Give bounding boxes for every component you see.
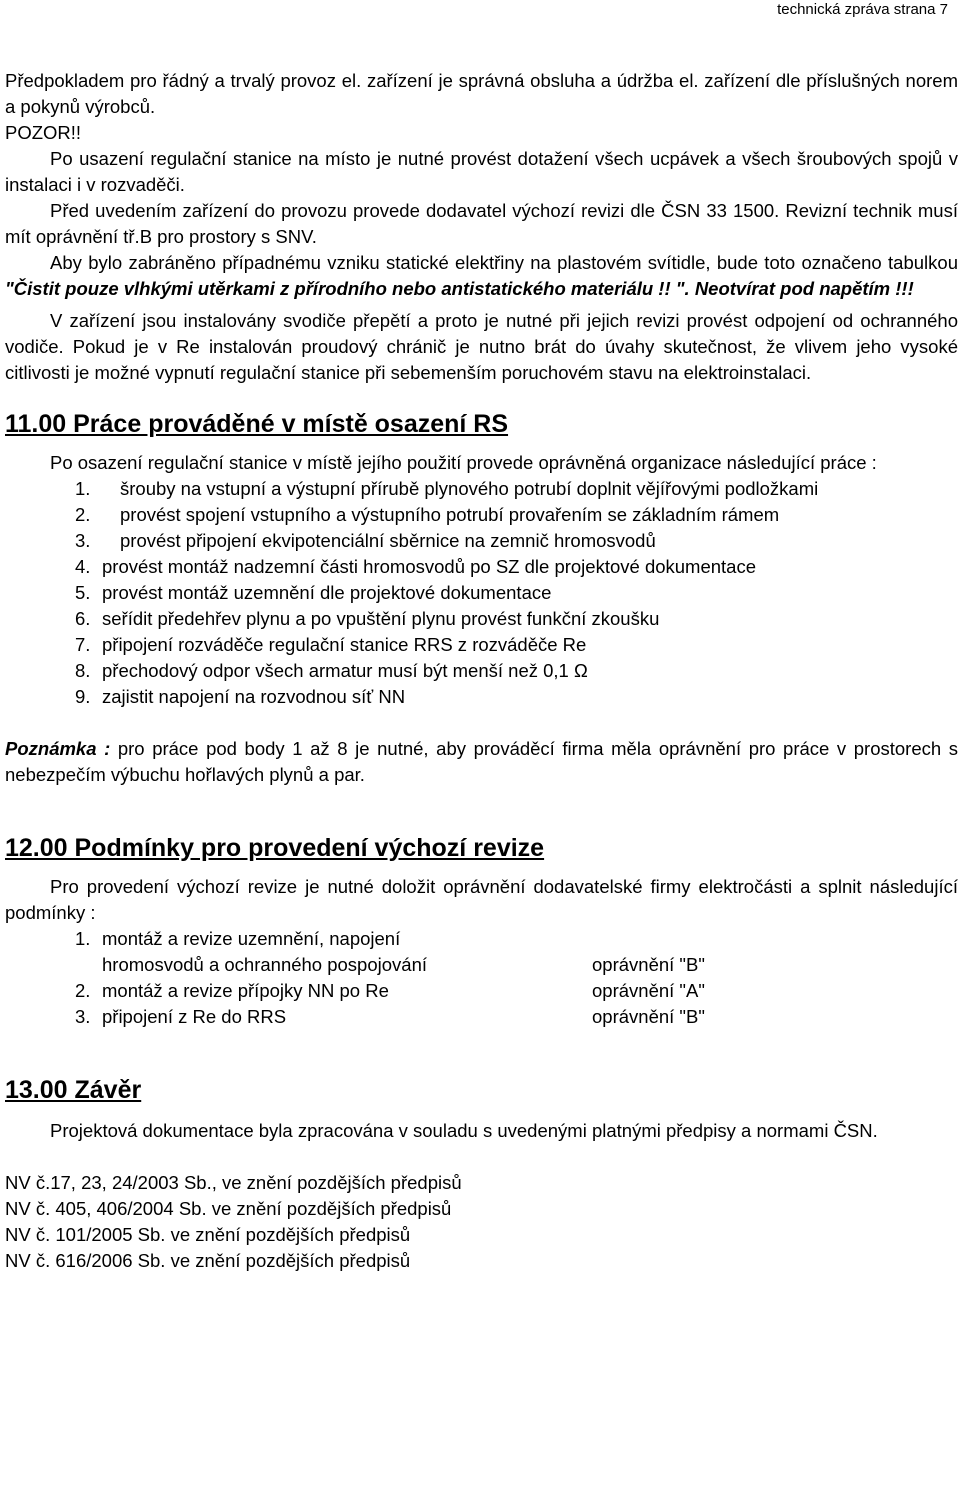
list-item [5, 632, 958, 658]
intro-paragraph: Předpokladem pro řádný a trvalý provoz el. zařízení je správná obsluha a údržba el. zařízení dle příslušných norem a pokynů výrobců. [5, 70, 958, 117]
section-12-heading: 12.00 Podmínky pro provedení výchozí revize [5, 834, 545, 862]
item-text: provést montáž nadzemní části hromosvodů po SZ dle projektové dokumentace [102, 556, 757, 577]
regulation-item: NV č. 616/2006 Sb. ve znění pozdějších předpisů [5, 1250, 411, 1271]
item-number: 7. [75, 634, 91, 655]
list-item [5, 554, 762, 580]
item-number: 6. [75, 608, 91, 629]
note-text: pro práce pod body 1 až 8 je nutné, aby prováděcí firma měla oprávnění pro práce v prostorech s nebezpečím výbuchu hořlavých plynů a par. [5, 738, 958, 785]
list-item [5, 658, 958, 684]
item-number: 2. [75, 980, 91, 1001]
document-body [5, 68, 958, 1274]
section-12-lead: Pro provedení výchozí revize je nutné doložit oprávnění dodavatelské firmy elektročásti a splnit následující podmínky : [5, 876, 958, 923]
surge-paragraph: V zařízení jsou instalovány svodiče přepětí a proto je nutné při jejich revizi provést odpojení od ochranného vodiče. Pokud je v Re instalován proudový chránič je nutno brát do úvahy skutečnost, že vlivem jeho vysoké citlivosti je možné vypnutí regulační stanice při sebemenším poruchovém stavu na elektroinstalaci. [5, 310, 958, 383]
item-text: provést spojení vstupního a výstupního potrubí provařením se základním rámem [120, 504, 780, 525]
item-number: 3. [75, 1006, 91, 1027]
page-header: technická zpráva strana 7 [777, 1, 948, 18]
item-number: 5. [75, 582, 91, 603]
requirement-row [5, 952, 958, 978]
list-item [5, 502, 958, 528]
section-11-list [5, 476, 958, 710]
list-item [5, 580, 958, 606]
regulation-item: NV č.17, 23, 24/2003 Sb., ve znění pozdějších předpisů [5, 1172, 462, 1193]
regulation-item: NV č. 405, 406/2004 Sb. ve znění pozdějších předpisů [5, 1198, 452, 1219]
item-text: šrouby na vstupní a výstupní přírubě plynového potrubí doplnit vějířovými podložkami [120, 478, 819, 499]
cleaning-warning: "Čistit pouze vlhkými utěrkami z přírodního nebo antistatického materiálu !! ". Neotvírat pod napětím !!! [5, 278, 914, 299]
item-number: 1. [75, 928, 91, 949]
item-text: připojení rozváděče regulační stanice RRS z rozváděče Re [102, 634, 587, 655]
regulations-list [5, 1170, 958, 1274]
static-text: Aby bylo zabráněno případnému vzniku statické elektřiny na plastovém svítidle, bude toto označeno tabulkou [50, 252, 958, 273]
item-text: zajistit napojení na rozvodnou síť NN [102, 686, 406, 707]
requirement-text: montáž a revize přípojky NN po Re [102, 980, 389, 1001]
revision-paragraph: Před uvedením zařízení do provozu provede dodavatel výchozí revizi dle ČSN 33 1500. Revizní technik musí mít oprávnění tř.B pro prostory s SNV. [5, 200, 958, 247]
item-number: 2. [75, 504, 91, 525]
item-text: přechodový odpor všech armatur musí být menší než 0,1 Ω [102, 660, 588, 681]
requirement-authorization: oprávnění "B" [592, 954, 705, 975]
requirement-row [5, 978, 958, 1004]
item-number: 4. [75, 556, 91, 577]
requirement-text: připojení z Re do RRS [102, 1006, 287, 1027]
item-number: 8. [75, 660, 91, 681]
section-13-heading: 13.00 Závěr [5, 1076, 142, 1104]
list-item [5, 476, 958, 502]
regulation-item: NV č. 101/2005 Sb. ve znění pozdějších předpisů [5, 1224, 411, 1245]
list-item [5, 684, 958, 710]
warning-label: POZOR!! [5, 122, 82, 143]
requirement-text: hromosvodů a ochranného pospojování [102, 954, 428, 975]
tightening-paragraph: Po usazení regulační stanice na místo je nutné provést dotažení všech ucpávek a všech šroubových spojů v instalaci i v rozvaděči. [5, 148, 958, 195]
note-label: Poznámka : [5, 738, 111, 759]
item-number: 1. [75, 478, 91, 499]
item-text: provést montáž uzemnění dle projektové dokumentace [102, 582, 552, 603]
requirement-authorization: oprávnění "B" [592, 1006, 705, 1027]
list-item [5, 606, 958, 632]
item-text: seřídit předehřev plynu a po vpuštění plynu provést funkční zkoušku [102, 608, 660, 629]
item-text: provést připojení ekvipotenciální sběrnice na zemnič hromosvodů [120, 530, 656, 551]
requirement-row [5, 1004, 958, 1030]
section-11-note [5, 736, 958, 788]
static-paragraph [5, 250, 958, 302]
item-number: 3. [75, 530, 91, 551]
list-item [5, 528, 958, 554]
requirement-text: montáž a revize uzemnění, napojení [102, 928, 401, 949]
section-11-lead: Po osazení regulační stanice v místě jejího použití provede oprávněná organizace následující práce : [50, 452, 877, 473]
requirement-row [5, 926, 958, 952]
requirement-authorization: oprávnění "A" [592, 980, 705, 1001]
item-number: 9. [75, 686, 91, 707]
section-13-text: Projektová dokumentace byla zpracována v souladu s uvedenými platnými předpisy a normami ČSN. [50, 1120, 878, 1141]
section-11-heading: 11.00 Práce prováděné v místě osazení RS [5, 410, 509, 438]
